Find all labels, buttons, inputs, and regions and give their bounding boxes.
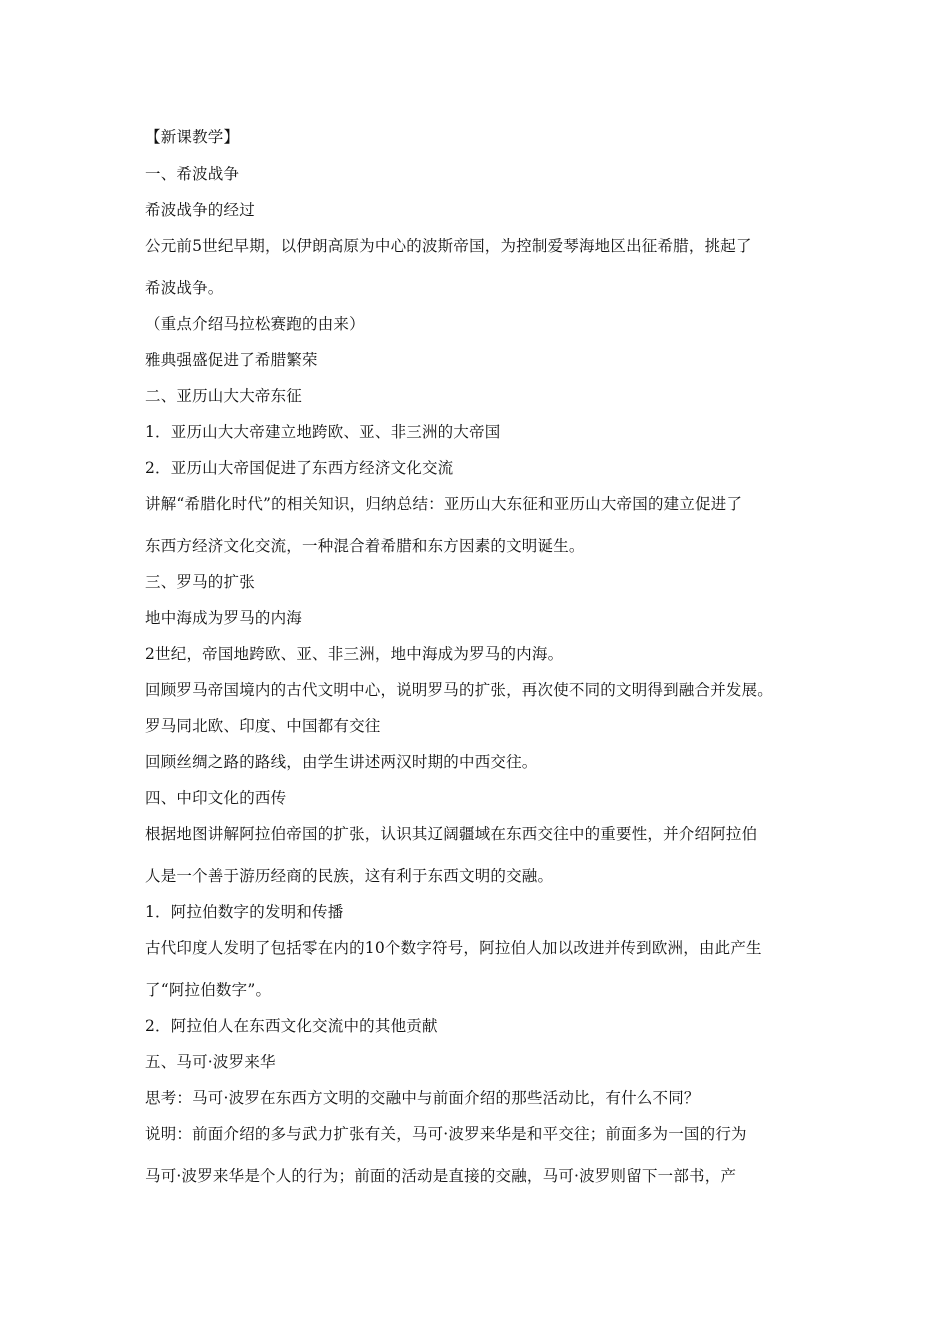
heading-4: 四、中印文化的西传 bbox=[145, 789, 287, 807]
paragraph-line: 根据地图讲解阿拉伯帝国的扩张，认识其辽阔疆域在东西交往中的重要性，并介绍阿拉伯 bbox=[145, 825, 758, 843]
paragraph-line: 马可·波罗来华是个人的行为；前面的活动是直接的交融，马可·波罗则留下一部书，产 bbox=[145, 1167, 737, 1185]
paragraph-line: 人是一个善于游历经商的民族，这有利于东西文明的交融。 bbox=[145, 867, 554, 885]
paragraph-line: 希波战争。 bbox=[145, 279, 224, 297]
heading-5: 五、马可·波罗来华 bbox=[145, 1053, 276, 1071]
paragraph-line: 了“阿拉伯数字”。 bbox=[145, 981, 272, 999]
subheading: 雅典强盛促进了希腊繁荣 bbox=[145, 351, 318, 369]
section-header: 【新课教学】 bbox=[145, 128, 240, 146]
heading-1: 一、希波战争 bbox=[145, 165, 240, 183]
list-item: 2．阿拉伯人在东西文化交流中的其他贡献 bbox=[145, 1017, 438, 1035]
paragraph-line: 思考：马可·波罗在东西方文明的交融中与前面介绍的那些活动比，有什么不同？ bbox=[145, 1089, 700, 1107]
list-item: 2．亚历山大帝国促进了东西方经济文化交流 bbox=[145, 459, 454, 477]
paragraph-line: 回顾丝绸之路的路线，由学生讲述两汉时期的中西交往。 bbox=[145, 753, 538, 771]
note-line: （重点介绍马拉松赛跑的由来） bbox=[145, 315, 365, 333]
list-item: 1．亚历山大大帝建立地跨欧、亚、非三洲的大帝国 bbox=[145, 423, 501, 441]
list-item: 1．阿拉伯数字的发明和传播 bbox=[145, 903, 344, 921]
paragraph-line: 2世纪，帝国地跨欧、亚、非三洲，地中海成为罗马的内海。 bbox=[145, 645, 564, 663]
paragraph-line: 东西方经济文化交流，一种混合着希腊和东方因素的文明诞生。 bbox=[145, 537, 585, 555]
paragraph-line: 公元前5世纪早期，以伊朗高原为中心的波斯帝国，为控制爱琴海地区出征希腊，挑起了 bbox=[145, 237, 752, 255]
heading-3: 三、罗马的扩张 bbox=[145, 573, 255, 591]
subheading: 罗马同北欧、印度、中国都有交往 bbox=[145, 717, 381, 735]
heading-2: 二、亚历山大大帝东征 bbox=[145, 387, 303, 405]
subheading: 希波战争的经过 bbox=[145, 201, 255, 219]
paragraph-line: 回顾罗马帝国境内的古代文明中心，说明罗马的扩张，再次使不同的文明得到融合并发展。 bbox=[145, 681, 774, 699]
paragraph-line: 讲解“希腊化时代”的相关知识，归纳总结：亚历山大东征和亚历山大帝国的建立促进了 bbox=[145, 495, 743, 513]
paragraph-line: 说明：前面介绍的多与武力扩张有关，马可·波罗来华是和平交往；前面多为一国的行为 bbox=[145, 1125, 747, 1143]
paragraph-line: 古代印度人发明了包括零在内的10个数字符号，阿拉伯人加以改进并传到欧洲，由此产生 bbox=[145, 939, 762, 957]
subheading: 地中海成为罗马的内海 bbox=[145, 609, 303, 627]
